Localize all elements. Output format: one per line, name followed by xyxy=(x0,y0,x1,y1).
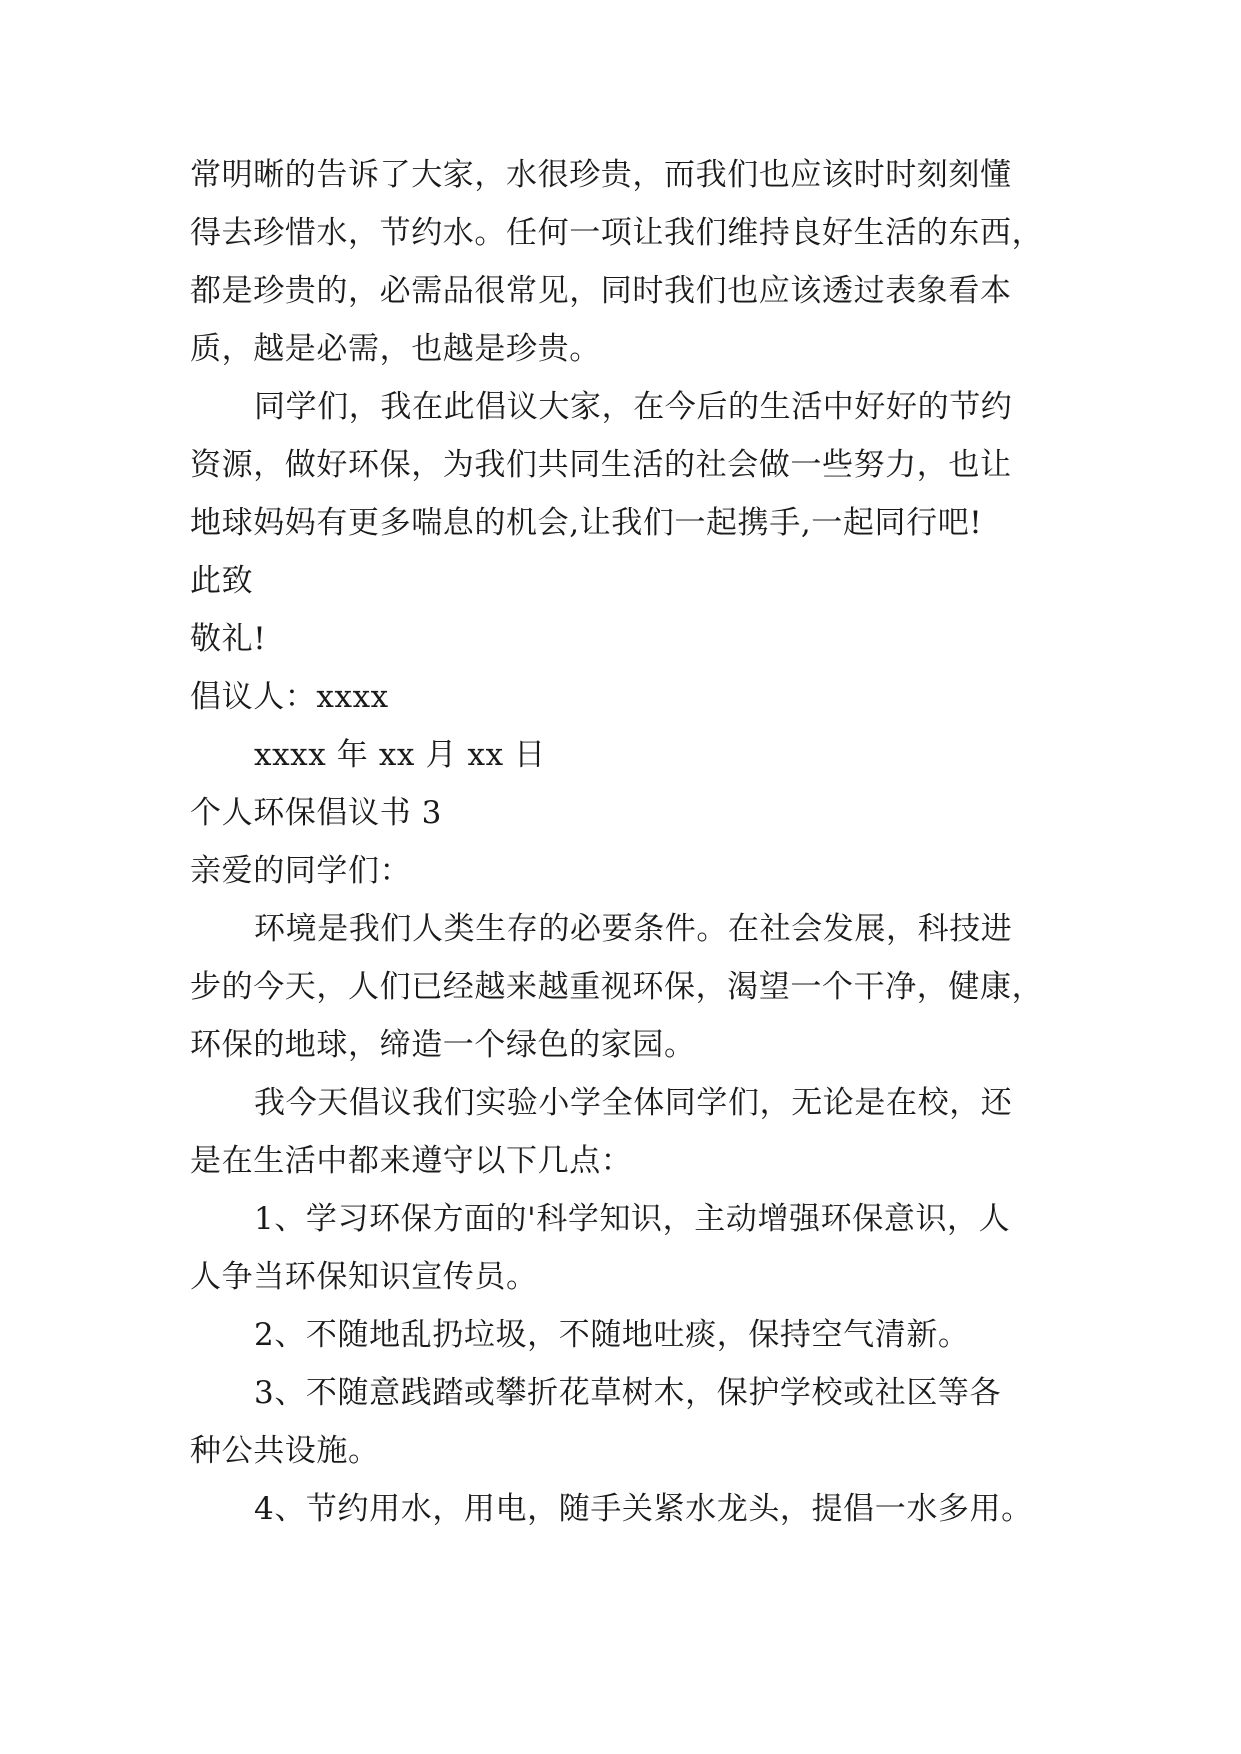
paragraph-line: 得去珍惜水，节约水。任何一项让我们维持良好生活的东西， xyxy=(190,215,1044,251)
paragraph-line: 资源，做好环保，为我们共同生活的社会做一些努力，也让 xyxy=(190,447,1012,483)
list-item-line: 1、学习环保方面的'科学知识，主动增强环保意识，人 xyxy=(254,1201,1011,1237)
paragraph-line: 环保的地球，缔造一个绿色的家园。 xyxy=(190,1027,696,1063)
paragraph-line: 环境是我们人类生存的必要条件。在社会发展，科技进 xyxy=(254,911,1013,947)
signatory-line: 倡议人：xxxx xyxy=(190,679,389,715)
paragraph-line: 质，越是必需，也越是珍贵。 xyxy=(190,331,601,367)
paragraph-line: 是在生活中都来遵守以下几点： xyxy=(190,1143,633,1179)
paragraph-line: 我今天倡议我们实验小学全体同学们，无论是在校，还 xyxy=(254,1085,1013,1121)
salutation-line: 敬礼! xyxy=(190,621,267,657)
list-item-line: 3、不随意践踏或攀折花草树木，保护学校或社区等各 xyxy=(254,1375,1002,1411)
section-title: 个人环保倡议书 3 xyxy=(190,795,442,831)
list-item-line: 2、不随地乱扔垃圾，不随地吐痰，保持空气清新。 xyxy=(254,1317,970,1353)
list-item-line: 种公共设施。 xyxy=(190,1433,380,1469)
greeting-line: 亲爱的同学们： xyxy=(190,853,412,889)
paragraph-line: 常明晰的告诉了大家，水很珍贵，而我们也应该时时刻刻懂 xyxy=(190,157,1012,193)
paragraph-line: 地球妈妈有更多喘息的机会,让我们一起携手,一起同行吧! xyxy=(190,505,983,541)
date-line: xxxx 年 xx 月 xx 日 xyxy=(254,737,546,773)
paragraph-line: 同学们，我在此倡议大家，在今后的生活中好好的节约 xyxy=(254,389,1013,425)
closing-line: 此致 xyxy=(190,563,254,599)
paragraph-line: 都是珍贵的，必需品很常见，同时我们也应该透过表象看本 xyxy=(190,273,1012,309)
list-item-line: 4、节约用水，用电，随手关紧水龙头，提倡一水多用。 xyxy=(254,1491,1033,1527)
list-item-line: 人争当环保知识宣传员。 xyxy=(190,1259,538,1295)
paragraph-line: 步的今天，人们已经越来越重视环保，渴望一个干净，健康， xyxy=(190,969,1044,1005)
